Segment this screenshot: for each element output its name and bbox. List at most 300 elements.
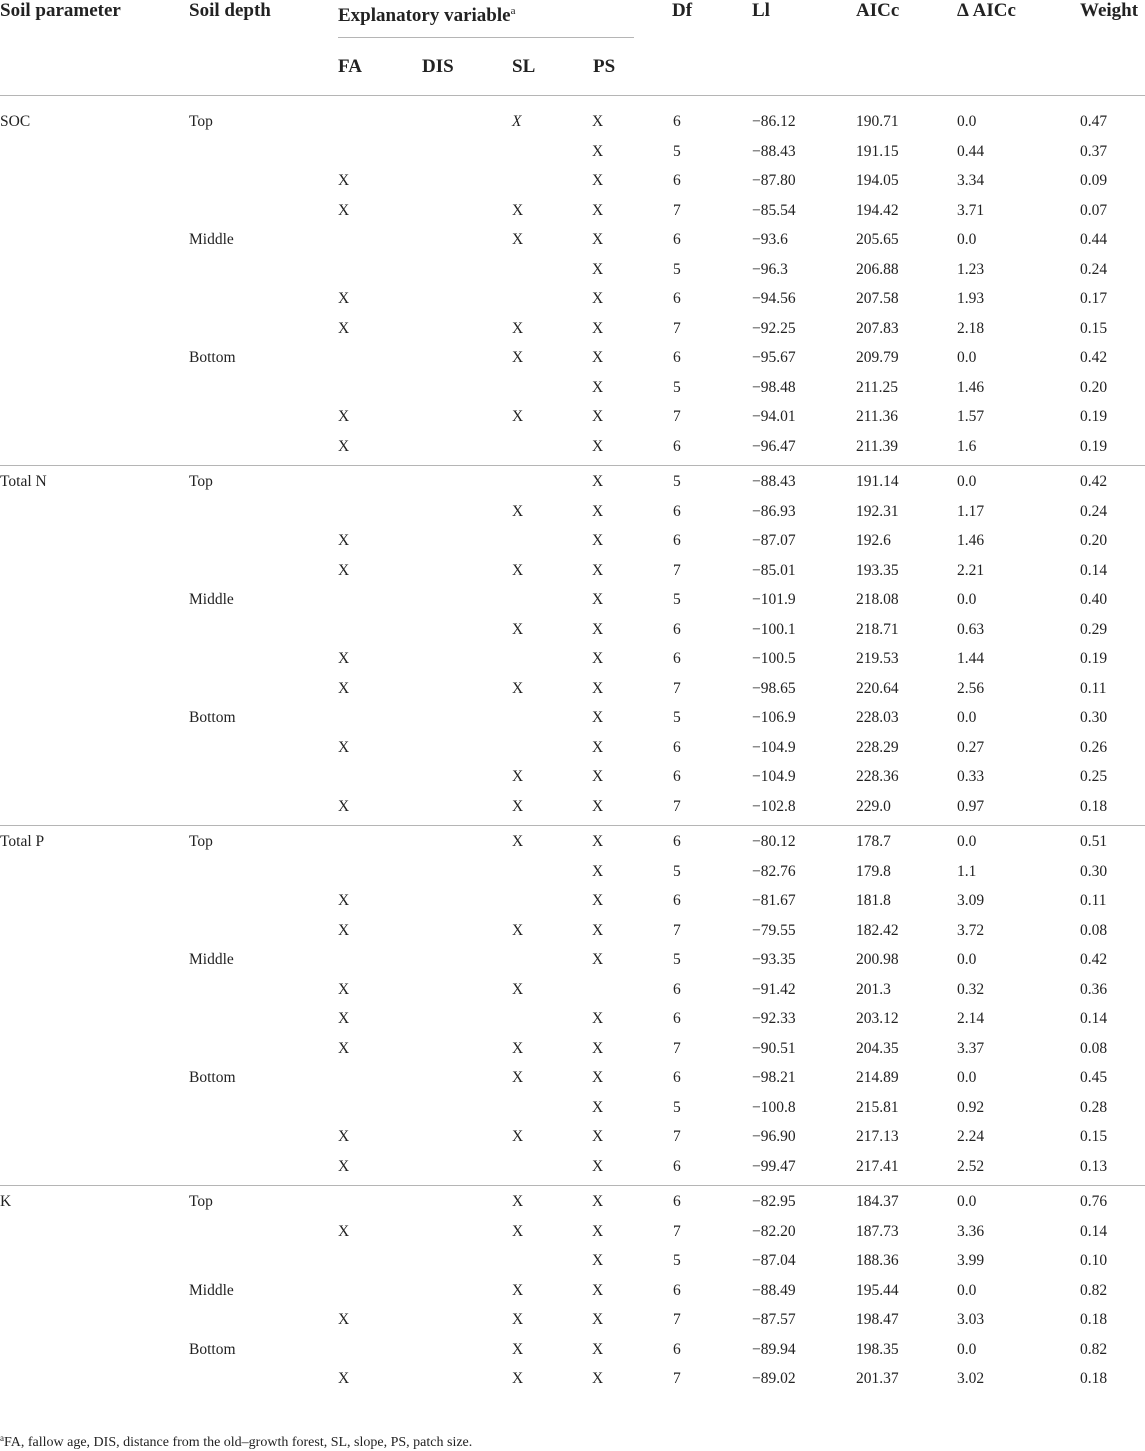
cell-fa: X xyxy=(338,1157,350,1175)
cell-df: 7 xyxy=(673,1311,681,1328)
cell-weight: 0.18 xyxy=(1080,797,1108,815)
cell-fa: X xyxy=(338,738,350,756)
cell-fa: X xyxy=(338,408,350,425)
cell-ll: −96.47 xyxy=(752,437,796,455)
cell-ll: −102.8 xyxy=(752,797,796,815)
cell-weight: 0.29 xyxy=(1080,620,1108,638)
cell-delta: 0.0 xyxy=(957,1281,977,1299)
cell-fa: X xyxy=(338,201,350,219)
cell-weight: 0.51 xyxy=(1080,833,1108,850)
cell-ll: −79.55 xyxy=(752,921,796,939)
cell-ps: X xyxy=(592,113,604,130)
cell-ll: −98.65 xyxy=(752,679,796,697)
cell-weight: 0.09 xyxy=(1080,172,1108,189)
cell-sl: X xyxy=(512,561,524,579)
cell-delta: 1.17 xyxy=(957,502,985,520)
cell-ps: X xyxy=(592,349,604,366)
cell-ps: X xyxy=(592,260,604,278)
footnote-mark: a xyxy=(0,1433,4,1443)
cell-df: 7 xyxy=(673,679,681,697)
cell-ll: −90.51 xyxy=(752,1039,796,1057)
cell-aicc: 201.37 xyxy=(856,1370,899,1387)
cell-weight: 0.44 xyxy=(1080,231,1108,248)
cell-delta: 3.72 xyxy=(957,921,985,939)
header-sl: SL xyxy=(512,56,536,77)
cell-delta: 0.27 xyxy=(957,738,985,756)
cell-aicc: 203.12 xyxy=(856,1010,899,1027)
cell-delta: 0.0 xyxy=(957,833,977,850)
cell-ps: X xyxy=(592,1193,604,1210)
cell-ps: X xyxy=(592,1157,604,1175)
cell-fa: X xyxy=(338,437,350,455)
cell-weight: 0.37 xyxy=(1080,142,1108,160)
cell-aicc: 194.42 xyxy=(856,201,899,219)
cell-delta: 0.32 xyxy=(957,980,985,998)
cell-delta: 1.1 xyxy=(957,862,977,880)
cell-ll: −96.3 xyxy=(752,260,788,278)
cell-aicc: 211.36 xyxy=(856,408,899,425)
cell-fa: X xyxy=(338,892,350,909)
cell-ll: −99.47 xyxy=(752,1157,796,1175)
cell-ll: −85.54 xyxy=(752,201,796,219)
cell-weight: 0.15 xyxy=(1080,1128,1108,1145)
cell-sl: X xyxy=(512,1311,524,1328)
cell-fa: X xyxy=(338,1370,350,1387)
cell-aicc: 187.73 xyxy=(856,1222,899,1240)
cell-aicc: 228.29 xyxy=(856,738,899,756)
cell-aicc: 182.42 xyxy=(856,921,899,939)
cell-sl: X xyxy=(512,679,524,697)
cell-df: 6 xyxy=(673,738,681,756)
cell-df: 7 xyxy=(673,921,681,939)
cell-ps: X xyxy=(592,437,604,455)
cell-aicc: 205.65 xyxy=(856,231,899,248)
cell-ps: X xyxy=(592,1340,604,1358)
cell-df: 5 xyxy=(673,260,681,278)
cell-sl: X xyxy=(512,1340,524,1358)
cell-weight: 0.18 xyxy=(1080,1370,1108,1387)
cell-ll: −81.67 xyxy=(752,892,796,909)
subheader-divider xyxy=(338,37,634,38)
cell-weight: 0.42 xyxy=(1080,473,1108,490)
cell-sl: X xyxy=(512,408,524,425)
cell-aicc: 192.6 xyxy=(856,532,891,549)
cell-aicc: 178.7 xyxy=(856,833,891,850)
cell-weight: 0.10 xyxy=(1080,1252,1108,1269)
cell-param: Total P xyxy=(0,833,45,850)
cell-delta: 0.0 xyxy=(957,1069,977,1086)
cell-aicc: 188.36 xyxy=(856,1252,899,1269)
cell-df: 6 xyxy=(673,1193,681,1210)
cell-param: Total N xyxy=(0,473,47,490)
cell-sl: X xyxy=(512,113,522,130)
cell-ll: −104.9 xyxy=(752,738,796,756)
cell-ll: −87.80 xyxy=(752,172,796,189)
cell-df: 5 xyxy=(673,473,681,490)
cell-delta: 3.03 xyxy=(957,1311,985,1328)
cell-fa: X xyxy=(338,679,350,697)
cell-aicc: 207.83 xyxy=(856,319,899,337)
cell-aicc: 204.35 xyxy=(856,1039,899,1057)
cell-df: 7 xyxy=(673,561,681,579)
cell-aicc: 207.58 xyxy=(856,290,899,307)
cell-weight: 0.15 xyxy=(1080,319,1108,337)
cell-ps: X xyxy=(592,172,604,189)
cell-ps: X xyxy=(592,319,604,337)
cell-delta: 2.21 xyxy=(957,561,985,579)
cell-ps: X xyxy=(592,502,604,520)
cell-fa: X xyxy=(338,319,350,337)
cell-ll: −80.12 xyxy=(752,833,796,850)
cell-weight: 0.42 xyxy=(1080,951,1108,968)
cell-aicc: 211.39 xyxy=(856,437,899,455)
cell-aicc: 229.0 xyxy=(856,797,891,815)
cell-delta: 1.57 xyxy=(957,408,985,425)
footnote-marker: a xyxy=(510,5,516,17)
cell-param: SOC xyxy=(0,113,31,130)
cell-ps: X xyxy=(592,1281,604,1299)
cell-ps: X xyxy=(592,290,604,307)
cell-fa: X xyxy=(338,1311,350,1328)
cell-delta: 2.56 xyxy=(957,679,985,697)
cell-weight: 0.07 xyxy=(1080,201,1108,219)
cell-ps: X xyxy=(592,473,604,490)
cell-aicc: 217.41 xyxy=(856,1157,899,1175)
cell-ll: −100.8 xyxy=(752,1098,796,1116)
cell-sl: X xyxy=(512,231,524,248)
cell-ll: −82.76 xyxy=(752,862,796,880)
cell-sl: X xyxy=(512,1193,524,1210)
cell-df: 5 xyxy=(673,1252,681,1269)
cell-weight: 0.76 xyxy=(1080,1193,1108,1210)
cell-df: 5 xyxy=(673,142,681,160)
cell-delta: 0.33 xyxy=(957,768,985,785)
cell-df: 6 xyxy=(673,1069,681,1086)
cell-ll: −96.90 xyxy=(752,1128,796,1145)
cell-delta: 3.34 xyxy=(957,172,985,189)
cell-ps: X xyxy=(592,951,604,968)
cell-ll: −88.43 xyxy=(752,473,796,490)
cell-df: 6 xyxy=(673,1281,681,1299)
cell-aicc: 215.81 xyxy=(856,1098,899,1116)
header-fa: FA xyxy=(338,56,362,77)
cell-weight: 0.20 xyxy=(1080,378,1108,396)
cell-weight: 0.28 xyxy=(1080,1098,1108,1116)
header-explanatory-variable xyxy=(338,0,515,27)
cell-ll: −86.12 xyxy=(752,113,796,130)
header-delta-aicc: Δ AICc xyxy=(957,0,1016,21)
cell-weight: 0.40 xyxy=(1080,591,1108,608)
cell-ps: X xyxy=(592,892,604,909)
cell-sl: X xyxy=(512,768,524,785)
cell-df: 6 xyxy=(673,620,681,638)
cell-df: 6 xyxy=(673,892,681,909)
table-footnote xyxy=(0,1430,472,1451)
cell-aicc: 191.14 xyxy=(856,473,899,490)
cell-aicc: 179.8 xyxy=(856,862,891,880)
cell-depth: Middle xyxy=(189,951,234,968)
cell-ps: X xyxy=(592,679,604,697)
cell-ll: −100.5 xyxy=(752,650,796,667)
cell-weight: 0.24 xyxy=(1080,260,1108,278)
cell-df: 6 xyxy=(673,532,681,549)
cell-weight: 0.24 xyxy=(1080,502,1108,520)
cell-ps: X xyxy=(592,1311,604,1328)
cell-ps: X xyxy=(592,1098,604,1116)
cell-ll: −89.94 xyxy=(752,1340,796,1358)
cell-delta: 0.0 xyxy=(957,951,977,968)
cell-aicc: 219.53 xyxy=(856,650,899,667)
header-ll: Ll xyxy=(752,0,770,21)
cell-df: 5 xyxy=(673,709,681,726)
cell-weight: 0.14 xyxy=(1080,561,1108,579)
cell-sl: X xyxy=(512,1370,524,1387)
header-soil-depth: Soil depth xyxy=(189,0,271,21)
cell-sl: X xyxy=(512,980,524,998)
cell-aicc: 209.79 xyxy=(856,349,899,366)
cell-aicc: 181.8 xyxy=(856,892,891,909)
cell-aicc: 184.37 xyxy=(856,1193,899,1210)
cell-depth: Middle xyxy=(189,591,234,608)
cell-ll: −87.57 xyxy=(752,1311,796,1328)
cell-ps: X xyxy=(592,921,604,939)
cell-fa: X xyxy=(338,1128,350,1145)
cell-delta: 2.24 xyxy=(957,1128,985,1145)
cell-ps: X xyxy=(592,378,604,396)
cell-weight: 0.30 xyxy=(1080,709,1108,726)
cell-aicc: 228.03 xyxy=(856,709,899,726)
cell-df: 6 xyxy=(673,437,681,455)
cell-fa: X xyxy=(338,532,350,549)
cell-delta: 2.18 xyxy=(957,319,985,337)
header-divider xyxy=(0,95,1145,96)
header-dis: DIS xyxy=(422,56,454,77)
cell-ps: X xyxy=(592,768,604,785)
cell-delta: 3.36 xyxy=(957,1222,985,1240)
header-df: Df xyxy=(672,0,693,21)
cell-ps: X xyxy=(592,1370,604,1387)
cell-ps: X xyxy=(592,709,604,726)
cell-depth: Bottom xyxy=(189,349,236,366)
header-weight: Weight xyxy=(1080,0,1139,21)
cell-sl: X xyxy=(512,1069,524,1086)
cell-depth: Bottom xyxy=(189,1340,236,1358)
cell-ll: −88.49 xyxy=(752,1281,796,1299)
cell-delta: 1.44 xyxy=(957,650,985,667)
cell-ll: −87.04 xyxy=(752,1252,796,1269)
cell-delta: 3.71 xyxy=(957,201,985,219)
cell-weight: 0.36 xyxy=(1080,980,1108,998)
cell-ll: −94.56 xyxy=(752,290,796,307)
cell-delta: 3.99 xyxy=(957,1252,985,1269)
cell-delta: 3.09 xyxy=(957,892,985,909)
cell-ll: −85.01 xyxy=(752,561,796,579)
cell-ll: −93.35 xyxy=(752,951,796,968)
cell-df: 5 xyxy=(673,1098,681,1116)
cell-sl: X xyxy=(512,349,524,366)
cell-ll: −82.20 xyxy=(752,1222,796,1240)
cell-depth: Top xyxy=(189,473,213,490)
cell-sl: X xyxy=(512,797,524,815)
cell-weight: 0.82 xyxy=(1080,1281,1108,1299)
cell-aicc: 191.15 xyxy=(856,142,899,160)
cell-delta: 0.0 xyxy=(957,473,977,490)
cell-fa: X xyxy=(338,650,350,667)
cell-ps: X xyxy=(592,231,604,248)
cell-df: 6 xyxy=(673,502,681,520)
cell-df: 7 xyxy=(673,1222,681,1240)
cell-ps: X xyxy=(592,408,604,425)
cell-fa: X xyxy=(338,1010,350,1027)
cell-df: 5 xyxy=(673,951,681,968)
cell-aicc: 218.08 xyxy=(856,591,899,608)
cell-weight: 0.25 xyxy=(1080,768,1108,785)
cell-df: 6 xyxy=(673,231,681,248)
cell-df: 6 xyxy=(673,349,681,366)
cell-delta: 0.0 xyxy=(957,1340,977,1358)
cell-weight: 0.08 xyxy=(1080,921,1108,939)
cell-sl: X xyxy=(512,201,524,219)
cell-aicc: 195.44 xyxy=(856,1281,899,1299)
cell-ps: X xyxy=(592,620,604,638)
cell-aicc: 220.64 xyxy=(856,679,899,697)
cell-delta: 1.93 xyxy=(957,290,985,307)
header-aicc: AICc xyxy=(856,0,900,21)
cell-aicc: 190.71 xyxy=(856,113,899,130)
cell-aicc: 194.05 xyxy=(856,172,899,189)
cell-depth: Bottom xyxy=(189,1069,236,1086)
cell-delta: 2.14 xyxy=(957,1010,985,1027)
cell-delta: 1.46 xyxy=(957,378,985,396)
cell-ps: X xyxy=(592,650,604,667)
cell-fa: X xyxy=(338,1222,350,1240)
cell-weight: 0.26 xyxy=(1080,738,1108,756)
cell-ll: −89.02 xyxy=(752,1370,796,1387)
cell-df: 7 xyxy=(673,319,681,337)
cell-sl: X xyxy=(512,319,524,337)
cell-aicc: 192.31 xyxy=(856,502,899,520)
cell-ll: −82.95 xyxy=(752,1193,796,1210)
cell-ll: −98.48 xyxy=(752,378,796,396)
cell-ps: X xyxy=(592,1252,604,1269)
cell-weight: 0.20 xyxy=(1080,532,1108,549)
cell-weight: 0.19 xyxy=(1080,437,1108,455)
cell-ll: −101.9 xyxy=(752,591,796,608)
cell-fa: X xyxy=(338,172,350,189)
cell-df: 5 xyxy=(673,378,681,396)
cell-weight: 0.17 xyxy=(1080,290,1108,307)
cell-weight: 0.18 xyxy=(1080,1311,1108,1328)
cell-ps: X xyxy=(592,862,604,880)
cell-ll: −104.9 xyxy=(752,768,796,785)
cell-df: 6 xyxy=(673,833,681,850)
cell-ll: −91.42 xyxy=(752,980,796,998)
cell-weight: 0.42 xyxy=(1080,349,1108,366)
cell-weight: 0.19 xyxy=(1080,650,1108,667)
cell-df: 7 xyxy=(673,1039,681,1057)
cell-df: 7 xyxy=(673,1128,681,1145)
cell-aicc: 218.71 xyxy=(856,620,899,638)
cell-ps: X xyxy=(592,561,604,579)
cell-depth: Middle xyxy=(189,1281,234,1299)
cell-df: 6 xyxy=(673,980,681,998)
cell-ps: X xyxy=(592,201,604,219)
cell-aicc: 228.36 xyxy=(856,768,899,785)
cell-delta: 3.37 xyxy=(957,1039,985,1057)
cell-depth: Top xyxy=(189,113,213,130)
cell-ps: X xyxy=(592,797,604,815)
cell-delta: 0.97 xyxy=(957,797,985,815)
cell-ll: −92.33 xyxy=(752,1010,796,1027)
cell-weight: 0.13 xyxy=(1080,1157,1108,1175)
group-divider xyxy=(0,465,1145,466)
cell-df: 5 xyxy=(673,591,681,608)
cell-fa: X xyxy=(338,797,350,815)
cell-ps: X xyxy=(592,1222,604,1240)
cell-weight: 0.47 xyxy=(1080,113,1108,130)
cell-depth: Top xyxy=(189,1193,213,1210)
cell-fa: X xyxy=(338,290,350,307)
cell-delta: 3.02 xyxy=(957,1370,985,1387)
cell-delta: 0.0 xyxy=(957,113,977,130)
cell-sl: X xyxy=(512,1128,524,1145)
cell-ps: X xyxy=(592,142,604,160)
cell-aicc: 217.13 xyxy=(856,1128,899,1145)
cell-aicc: 193.35 xyxy=(856,561,899,579)
cell-df: 5 xyxy=(673,862,681,880)
cell-df: 6 xyxy=(673,1157,681,1175)
cell-delta: 0.63 xyxy=(957,620,985,638)
cell-ll: −88.43 xyxy=(752,142,796,160)
group-divider xyxy=(0,1185,1145,1186)
cell-sl: X xyxy=(512,1281,524,1299)
cell-weight: 0.08 xyxy=(1080,1039,1108,1057)
cell-weight: 0.11 xyxy=(1080,679,1107,697)
cell-ll: −87.07 xyxy=(752,532,796,549)
group-divider xyxy=(0,825,1145,826)
cell-delta: 1.46 xyxy=(957,532,985,549)
cell-df: 6 xyxy=(673,113,681,130)
cell-aicc: 214.89 xyxy=(856,1069,899,1086)
cell-sl: X xyxy=(512,833,524,850)
cell-df: 7 xyxy=(673,1370,681,1387)
cell-depth: Top xyxy=(189,833,213,850)
cell-ps: X xyxy=(592,1128,604,1145)
cell-ll: −95.67 xyxy=(752,349,796,366)
cell-sl: X xyxy=(512,1039,524,1057)
header-soil-parameter: Soil parameter xyxy=(0,0,121,21)
cell-df: 6 xyxy=(673,650,681,667)
cell-delta: 0.0 xyxy=(957,231,977,248)
cell-aicc: 211.25 xyxy=(856,378,899,396)
cell-df: 7 xyxy=(673,408,681,425)
cell-ps: X xyxy=(592,1010,604,1027)
cell-aicc: 201.3 xyxy=(856,980,891,998)
cell-delta: 0.0 xyxy=(957,591,977,608)
cell-sl: X xyxy=(512,1222,524,1240)
cell-delta: 1.23 xyxy=(957,260,985,278)
cell-depth: Middle xyxy=(189,231,234,248)
cell-df: 6 xyxy=(673,768,681,785)
cell-sl: X xyxy=(512,620,524,638)
cell-df: 6 xyxy=(673,290,681,307)
footnote-text: FA, fallow age, DIS, distance from the old–growth forest, SL, slope, PS, patch size. xyxy=(4,1435,473,1450)
cell-weight: 0.14 xyxy=(1080,1222,1108,1240)
cell-df: 7 xyxy=(673,797,681,815)
cell-ps: X xyxy=(592,532,604,549)
cell-weight: 0.45 xyxy=(1080,1069,1108,1086)
cell-fa: X xyxy=(338,980,350,998)
